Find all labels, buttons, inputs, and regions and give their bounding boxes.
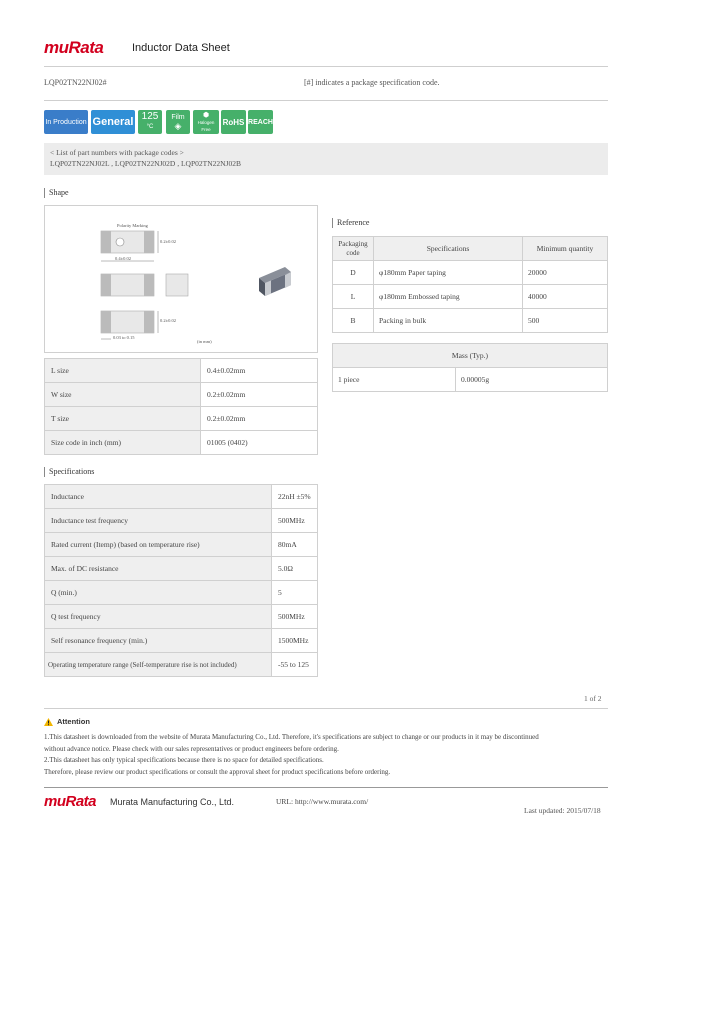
last-updated: Last updated: 2015/07/18 xyxy=(524,806,601,815)
packaging-qty: 500 xyxy=(523,309,608,333)
attention-line: 1.This datasheet is downloaded from the website of Murata Manufacturing Co., Ltd. Therefore, it's specifications are subject to change or our products in it may be discontinued xyxy=(44,733,539,741)
attention-header xyxy=(44,717,90,726)
table-row xyxy=(45,557,318,581)
attention-line: Therefore, please review our product specifications or consult the approval sheet for product specifications before ordering. xyxy=(44,767,391,776)
size-value: 0.2±0.02mm xyxy=(201,407,318,431)
spec-label: Operating temperature range (Self-temperature rise is not included) xyxy=(45,653,272,677)
specifications-table xyxy=(44,484,318,677)
table-row xyxy=(45,629,318,653)
mass-value: 0.00005g xyxy=(456,368,608,392)
packaging-code: L xyxy=(333,285,374,309)
page-number: 1 of 2 xyxy=(584,694,602,703)
status-badge-in-production: In Production xyxy=(44,110,88,134)
halogen-free-icon: ⬢ xyxy=(202,111,210,119)
table-row xyxy=(45,533,318,557)
col-header-packaging-code: Packaging code xyxy=(333,237,374,261)
warning-icon xyxy=(44,718,53,726)
spec-value: -55 to 125 xyxy=(272,653,318,677)
spec-label: Max. of DC resistance xyxy=(45,557,272,581)
attention-line: without advance notice. Please check with our sales representatives or product engineers before ordering. xyxy=(44,744,339,753)
table-row xyxy=(45,509,318,533)
badge-general: General xyxy=(91,110,135,134)
page-title: Inductor Data Sheet xyxy=(132,42,230,54)
table-row xyxy=(45,359,318,383)
packaging-spec: φ180mm Embossed taping xyxy=(374,285,523,309)
table-row xyxy=(45,653,318,677)
size-label: T size xyxy=(45,407,201,431)
spec-value: 80mA xyxy=(272,533,318,557)
reference-section-title: Reference xyxy=(332,218,369,228)
company-url[interactable]: URL: http://www.murata.com/ xyxy=(276,797,369,806)
packaging-code: B xyxy=(333,309,374,333)
film-icon: ◈ xyxy=(174,121,182,131)
shape-section-title: Shape xyxy=(44,188,69,198)
badge-film: Film ◈ xyxy=(166,110,190,134)
spec-value: 1500MHz xyxy=(272,629,318,653)
spec-value: 500MHz xyxy=(272,605,318,629)
dimension-drawing xyxy=(45,206,319,354)
spec-value: 5.0Ω xyxy=(272,557,318,581)
size-label: Size code in inch (mm) xyxy=(45,431,201,455)
specifications-section-title: Specifications xyxy=(44,467,94,477)
mass-title: Mass (Typ.) xyxy=(333,344,608,368)
chip-photo xyxy=(259,267,291,296)
polarity-label: Polarity Marking xyxy=(117,223,148,228)
spec-value: 5 xyxy=(272,581,318,605)
packaging-spec: φ180mm Paper taping xyxy=(374,261,523,285)
table-row xyxy=(45,605,318,629)
table-row xyxy=(45,485,318,509)
spec-label: Rated current (Itemp) (based on temperature rise) xyxy=(45,533,272,557)
shape-drawing-box xyxy=(44,205,318,353)
size-label: L size xyxy=(45,359,201,383)
col-header-minimum-quantity: Minimum quantity xyxy=(523,237,608,261)
spec-label: Q (min.) xyxy=(45,581,272,605)
size-value: 0.2±0.02mm xyxy=(201,383,318,407)
reference-table xyxy=(332,236,608,333)
dim-side-label: 0.2±0.02 xyxy=(160,318,176,323)
table-row xyxy=(45,407,318,431)
table-row xyxy=(45,581,318,605)
shape-size-table xyxy=(44,358,318,455)
company-name: Murata Manufacturing Co., Ltd. xyxy=(110,797,235,807)
part-list-title: < List of part numbers with package codes > xyxy=(50,148,184,157)
badge-reach: REACH xyxy=(248,110,273,134)
packaging-spec: Packing in bulk xyxy=(374,309,523,333)
part-list-items[interactable]: LQP02TN22NJ02L , LQP02TN22NJ02D , LQP02TN22NJ02B xyxy=(50,159,241,168)
footer-murata-logo: muRata xyxy=(44,793,97,810)
part-list-box xyxy=(44,143,608,175)
badge-125c: 125 °C xyxy=(138,110,162,134)
table-row xyxy=(333,309,608,333)
murata-logo: muRata xyxy=(44,38,104,57)
packaging-code: D xyxy=(333,261,374,285)
table-row xyxy=(333,368,608,392)
package-code-note: [#] indicates a package specification code. xyxy=(304,78,440,87)
spec-value: 500MHz xyxy=(272,509,318,533)
size-label: W size xyxy=(45,383,201,407)
table-row xyxy=(333,261,608,285)
attention-text xyxy=(44,732,614,778)
spec-label: Inductance xyxy=(45,485,272,509)
badge-rohs: RoHS xyxy=(221,110,246,134)
table-row xyxy=(45,431,318,455)
packaging-qty: 20000 xyxy=(523,261,608,285)
mass-table xyxy=(332,343,608,392)
dim-bottom-label: 0.03 to 0.15 xyxy=(113,335,135,340)
spec-value: 22nH ±5% xyxy=(272,485,318,509)
col-header-specifications: Specifications xyxy=(374,237,523,261)
mass-label: 1 piece xyxy=(333,368,456,392)
badge-halogen-free: ⬢ Halogen Free xyxy=(193,110,219,134)
attention-title: Attention xyxy=(57,717,90,726)
packaging-qty: 40000 xyxy=(523,285,608,309)
spec-label: Q test frequency xyxy=(45,605,272,629)
dim-right-label: 0.2±0.02 xyxy=(160,239,176,244)
spec-label: Inductance test frequency xyxy=(45,509,272,533)
attention-line: 2.This datasheet has only typical specifications because there is no space for detailed specifications. xyxy=(44,756,324,764)
table-row xyxy=(333,285,608,309)
size-value: 0.4±0.02mm xyxy=(201,359,318,383)
unit-label: (in mm) xyxy=(197,339,212,344)
size-value: 01005 (0402) xyxy=(201,431,318,455)
part-number: LQP02TN22NJ02# xyxy=(44,78,107,87)
table-row xyxy=(45,383,318,407)
spec-label: Self resonance frequency (min.) xyxy=(45,629,272,653)
polarity-mark xyxy=(116,238,124,246)
dim-top-label: 0.4±0.02 xyxy=(115,256,131,261)
